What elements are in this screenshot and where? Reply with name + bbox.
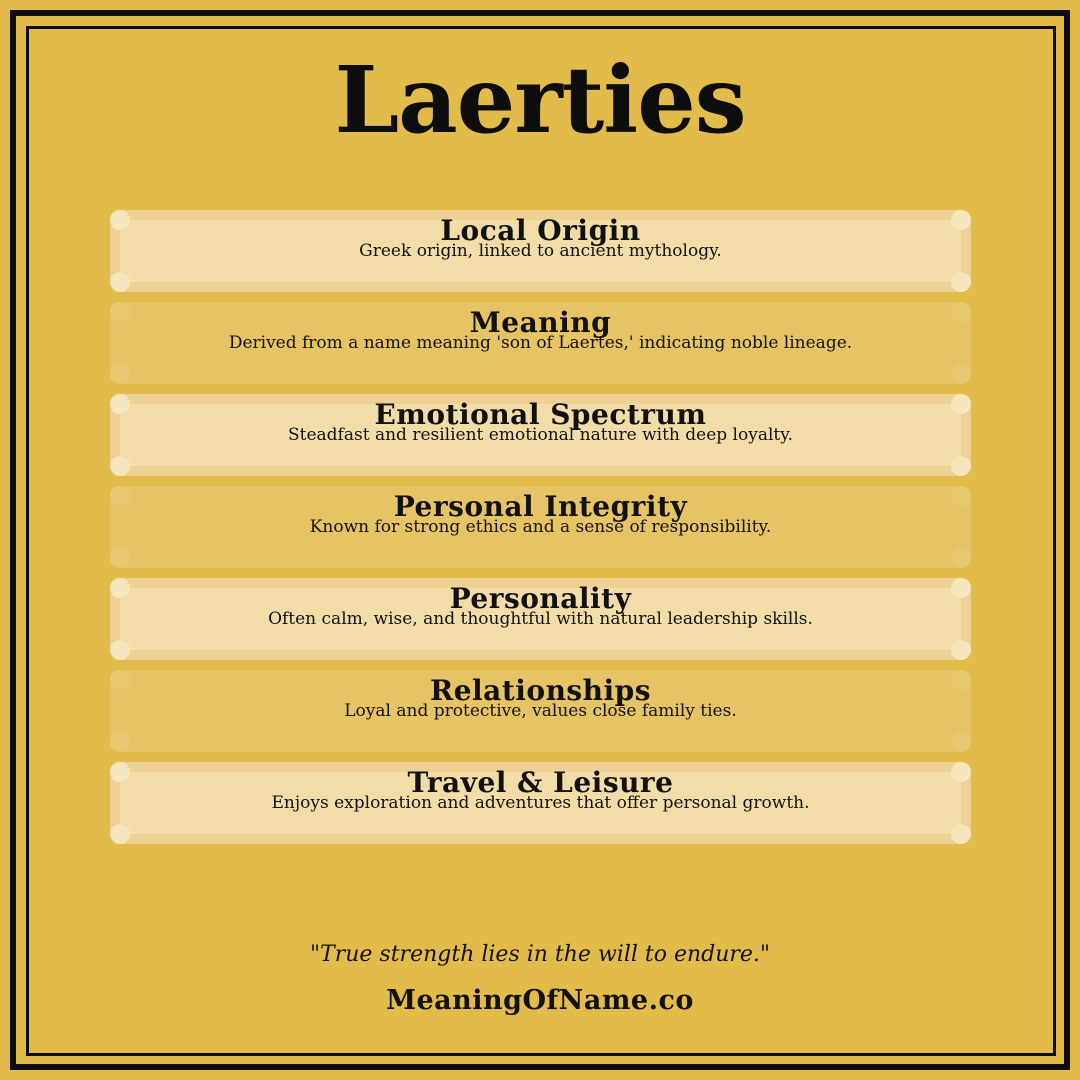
trait-card-list (110, 210, 971, 854)
card-emotional-spectrum (110, 394, 971, 476)
corner-dot (951, 364, 971, 384)
corner-dot (951, 824, 971, 844)
corner-dot (951, 456, 971, 476)
card-local-origin (110, 210, 971, 292)
card-title: Local Origin (440, 214, 641, 247)
corner-dot (110, 732, 130, 752)
card-title: Personal Integrity (393, 490, 688, 523)
corner-dot (110, 824, 130, 844)
quote-text: "True strength lies in the will to endure." (309, 942, 771, 967)
card-personality (110, 578, 971, 660)
corner-dot (951, 272, 971, 292)
card-description: Greek origin, linked to ancient mythology. (359, 241, 722, 261)
card-personal-integrity (110, 486, 971, 568)
corner-dot (951, 732, 971, 752)
corner-dot (951, 548, 971, 568)
card-title: Personality (449, 582, 632, 615)
card-title: Meaning (469, 306, 612, 339)
card-description: Steadfast and resilient emotional nature with deep loyalty. (288, 425, 793, 445)
card-description: Loyal and protective, values close family ties. (344, 701, 737, 721)
brand-name: MeaningOfName.co (386, 985, 694, 1016)
card-title: Relationships (429, 674, 652, 707)
corner-dot (110, 456, 130, 476)
name-title: Laerties (334, 46, 746, 154)
card-title: Emotional Spectrum (374, 398, 707, 431)
card-travel-leisure (110, 762, 971, 844)
card-description: Often calm, wise, and thoughtful with natural leadership skills. (268, 609, 813, 629)
corner-dot (110, 272, 130, 292)
card-description: Enjoys exploration and adventures that offer personal growth. (271, 793, 810, 813)
corner-dot (110, 548, 130, 568)
corner-dot (951, 640, 971, 660)
card-description: Known for strong ethics and a sense of responsibility. (309, 517, 772, 537)
corner-dot (110, 364, 130, 384)
card-meaning (110, 302, 971, 384)
card-description: Derived from a name meaning 'son of Laertes,' indicating noble lineage. (228, 333, 853, 353)
card-relationships (110, 670, 971, 752)
card-title: Travel & Leisure (407, 766, 674, 799)
corner-dot (110, 640, 130, 660)
